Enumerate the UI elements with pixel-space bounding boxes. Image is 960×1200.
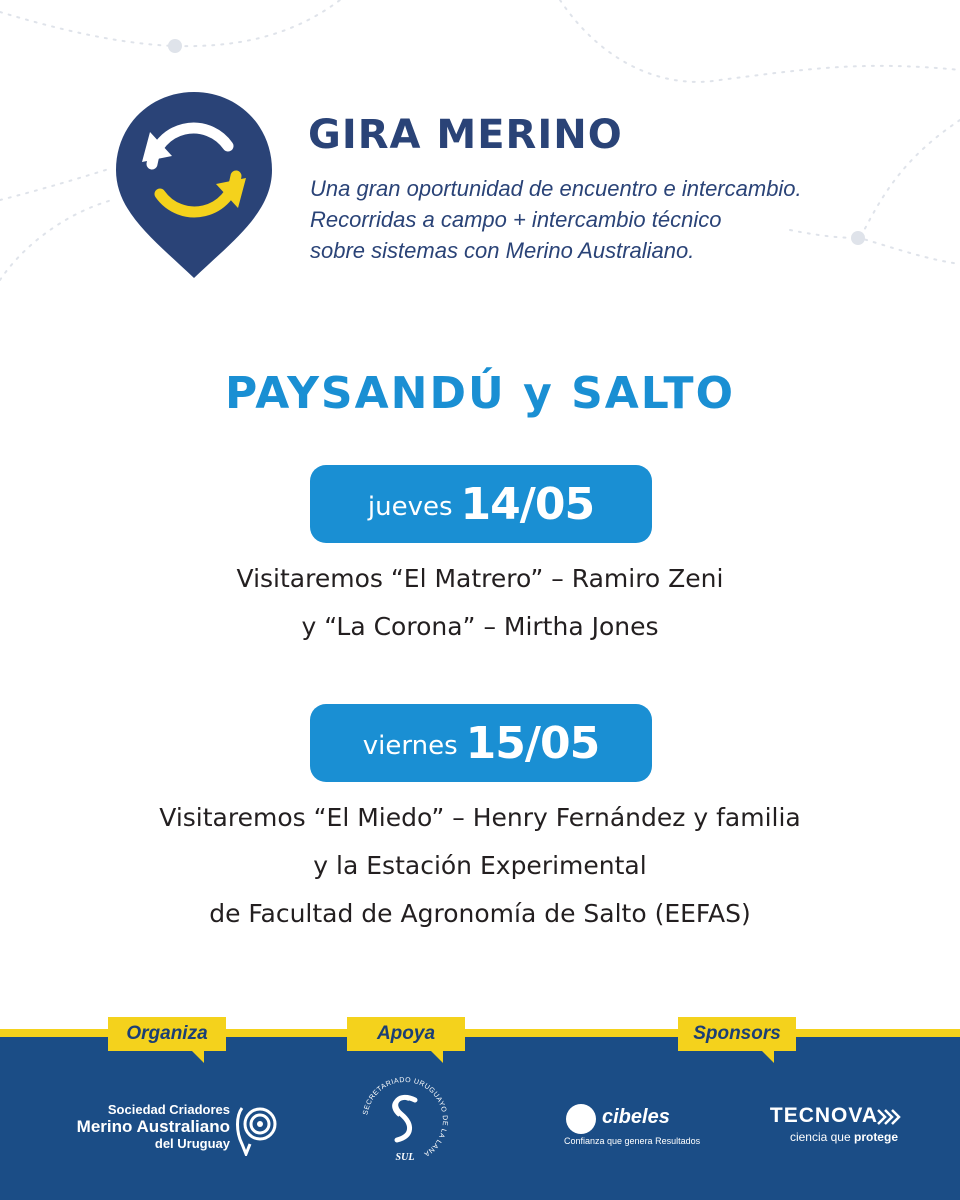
event-line: Visitaremos “El Miedo” – Henry Fernández y familia bbox=[159, 803, 801, 832]
cibeles-emblem-icon bbox=[566, 1104, 596, 1134]
event-description bbox=[0, 794, 960, 938]
organiza-tag: Organiza bbox=[108, 1017, 226, 1051]
tecnovax-tagline-bold: protege bbox=[853, 1130, 898, 1144]
event-line: Visitaremos “El Matrero” – Ramiro Zeni bbox=[236, 564, 724, 593]
refresh-location-pin-icon bbox=[114, 90, 274, 280]
date-badge-thursday bbox=[310, 465, 652, 543]
smau-logo bbox=[62, 1098, 282, 1158]
subtitle-line: Una gran oportunidad de encuentro e intercambio. bbox=[310, 176, 802, 201]
sul-logo bbox=[355, 1070, 455, 1170]
cibeles-logo bbox=[562, 1100, 702, 1150]
event-line: de Facultad de Agronomía de Salto (EEFAS) bbox=[209, 899, 751, 928]
sul-ring-text: SECRETARIADO URUGUAYO DE LA LANA bbox=[362, 1076, 449, 1158]
sponsors-tag: Sponsors bbox=[678, 1017, 796, 1051]
ram-head-icon bbox=[232, 1098, 278, 1156]
smau-logo-text bbox=[62, 1102, 230, 1151]
event-description bbox=[0, 555, 960, 651]
event-line: y la Estación Experimental bbox=[313, 851, 647, 880]
subtitle-line: Recorridas a campo + intercambio técnico bbox=[310, 207, 722, 232]
smau-line: Sociedad Criadores bbox=[107, 1102, 230, 1117]
region-heading: PAYSANDÚ y SALTO bbox=[225, 368, 735, 419]
day-label: jueves bbox=[367, 492, 453, 522]
cibeles-name: cibeles bbox=[602, 1106, 670, 1128]
subtitle bbox=[310, 173, 930, 266]
tecnovax-tagline-plain: ciencia que bbox=[789, 1130, 854, 1144]
cibeles-tagline: Confianza que genera Resultados bbox=[564, 1136, 701, 1146]
sul-acronym: SUL bbox=[395, 1152, 415, 1163]
smau-line: Merino Australiano bbox=[76, 1117, 230, 1136]
tecnovax-tagline bbox=[790, 1130, 898, 1144]
event-line: y “La Corona” – Mirtha Jones bbox=[301, 612, 659, 641]
date-number: 14/05 bbox=[460, 478, 595, 530]
tecnovax-logo bbox=[724, 1104, 904, 1154]
tecnovax-chevrons-icon bbox=[876, 1109, 902, 1125]
apoya-tag: Apoya bbox=[347, 1017, 465, 1051]
day-label: viernes bbox=[362, 731, 458, 761]
page-title: GIRA MERINO bbox=[308, 112, 623, 158]
date-number: 15/05 bbox=[465, 717, 600, 769]
subtitle-line: sobre sistemas con Merino Australiano. bbox=[310, 238, 695, 263]
date-badge-friday bbox=[310, 704, 652, 782]
smau-line: del Uruguay bbox=[154, 1136, 230, 1151]
tecnovax-name: TECNOVA bbox=[769, 1104, 878, 1127]
